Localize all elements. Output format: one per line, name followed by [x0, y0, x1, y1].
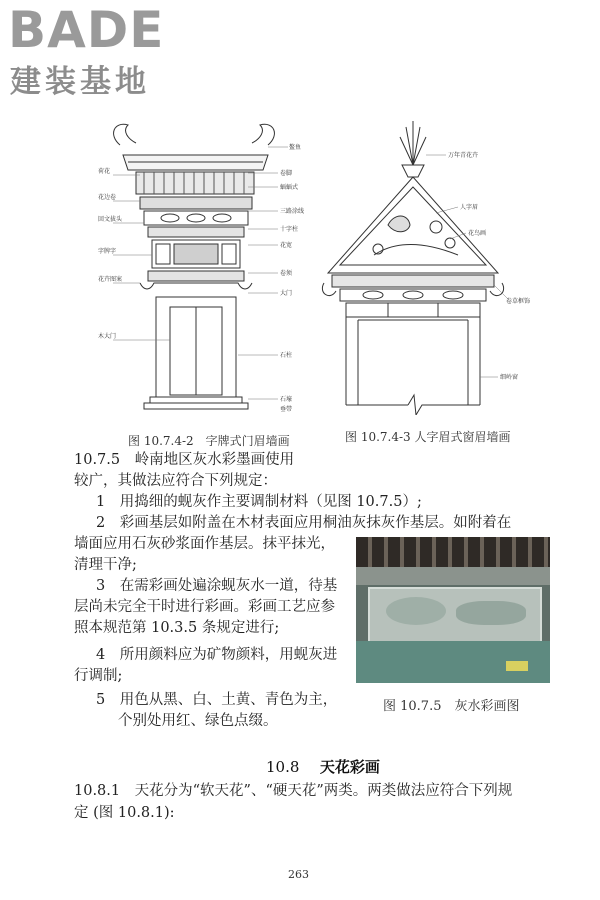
window-label: 人字眉: [460, 204, 479, 211]
item-3-line3: 照本规范第 10.3.5 条规定进行;: [74, 620, 280, 636]
section-title: 天花彩画: [319, 758, 380, 776]
item-1: 1 用捣细的蚬灰作主要调制材料（见图 10.7.5）;: [96, 494, 422, 510]
figure-caption-10-7-4-3: 图 10.7.4-3 人字眉式窗眉墙画: [345, 430, 511, 444]
item-5-line1: 5 用色从黑、白、土黄、青色为主，: [96, 692, 338, 708]
item-2-line1: 2 彩画基层如附盖在木材表面应用桐油灰抹灰作基层。如附着在: [96, 515, 512, 531]
item-5-line2: 个别处用红、绿色点缀。: [118, 713, 278, 729]
logo-subtitle: 建装基地: [10, 64, 150, 100]
gate-label: 垂带: [280, 406, 293, 413]
gate-label: 蝠蝠式: [280, 184, 299, 191]
window-drawing-figure: [318, 115, 543, 415]
para-10-8-1-line2: 定 (图 10.8.1):: [74, 805, 175, 821]
item-3-line2: 层尚未完全干时进行彩画。彩画工艺应参: [74, 599, 335, 615]
gate-label: 卷须: [280, 270, 293, 277]
window-label: 万年青花卉: [448, 152, 479, 159]
gate-label: 卷脚: [280, 170, 293, 177]
gate-label: 石柱: [280, 352, 293, 359]
para-10-8-1-line1: 10.8.1 天花分为“软天花”、“硬天花”两类。两类做法应符合下列规: [74, 783, 513, 799]
item-2-line3: 清理干净;: [74, 557, 137, 573]
window-label: 花鸟画: [468, 230, 487, 237]
gate-label: 字牌字: [98, 248, 117, 255]
figure-caption-10-7-5: 图 10.7.5 灰水彩画图: [383, 699, 520, 714]
window-label: 细岭窗: [500, 374, 519, 381]
page-number: 263: [288, 868, 309, 881]
gate-label: 回文拔头: [98, 216, 123, 223]
item-2-line2: 墙面应用石灰砂浆面作基层。抹平抹光，: [74, 536, 335, 552]
gate-drawing-figure: [98, 115, 313, 420]
gate-label: 木大门: [98, 333, 117, 340]
item-4-line1: 4 所用颜料应为矿物颜料，用蚬灰进: [96, 647, 338, 663]
gate-label: 三路涂线: [280, 208, 305, 215]
gate-label-aoyu: 鳌鱼: [289, 144, 302, 151]
gate-label: 荷花: [98, 168, 111, 175]
gate-label: 大门: [280, 290, 293, 297]
lime-wash-painting-photo: [356, 537, 550, 683]
section-number: 10.8: [266, 758, 300, 776]
gate-label: 十字柱: [280, 226, 299, 233]
item-4-line2: 行调制;: [74, 668, 123, 684]
para-10-7-5-line1: 10.7.5 岭南地区灰水彩墨画使用: [74, 452, 295, 468]
section-10-8-heading: [266, 756, 380, 777]
item-3-line1: 3 在需彩画处遍涂蚬灰水一道，待基: [96, 578, 338, 594]
gate-label: 花宽: [280, 242, 293, 249]
gate-label: 花边卷: [98, 194, 117, 201]
gate-label: 花卉图案: [98, 276, 123, 283]
gate-label: 石壕: [280, 396, 293, 403]
para-10-7-5-line2: 较广，其做法应符合下列规定：: [74, 473, 277, 489]
figure-caption-10-7-4-2: 图 10.7.4-2 字牌式门眉墙画: [128, 434, 290, 448]
window-label: 卷草框饰: [506, 298, 531, 305]
logo-wordmark: BADE: [8, 1, 165, 59]
